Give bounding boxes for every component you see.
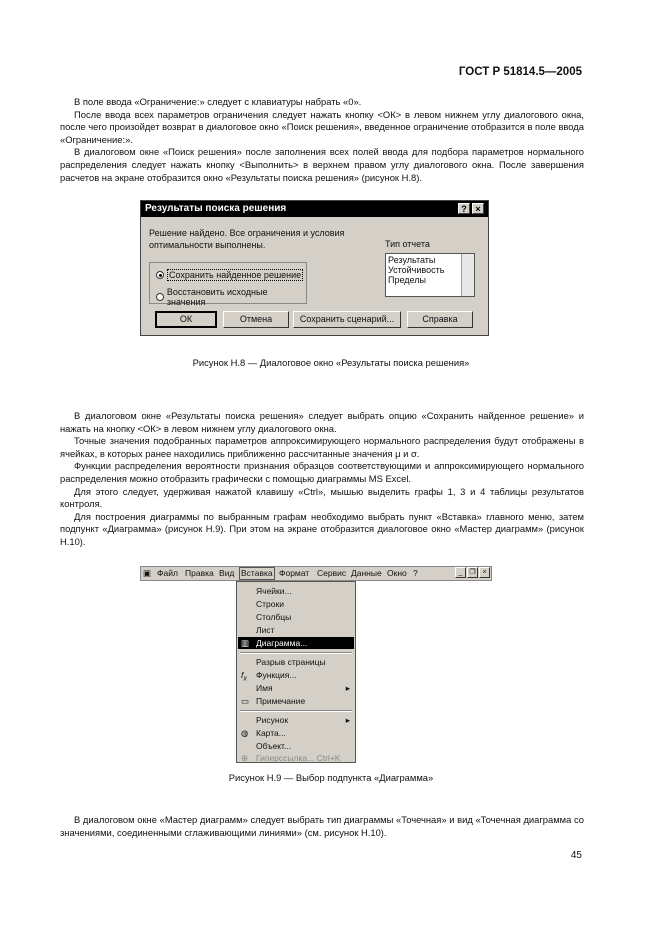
paragraph: Точные значения подобранных параметров аппроксимирующего нормального распределения будут отображены в ячейках, в которых ранее находились приближенно рассчитанные значения μ и σ. (60, 435, 584, 459)
menu-data[interactable]: Данные (351, 568, 382, 578)
menu-file[interactable]: Файл (157, 568, 178, 578)
insert-dropdown-menu (236, 581, 356, 763)
list-item[interactable]: Результаты (388, 255, 436, 265)
menu-bar (140, 566, 492, 581)
menu-window[interactable]: Окно (387, 568, 407, 578)
intro-text (60, 96, 584, 184)
menu-item-columns[interactable]: Столбцы (256, 612, 292, 622)
close-icon[interactable]: × (479, 567, 490, 578)
paragraph: Для этого следует, удерживая нажатой клавишу «Ctrl», мышью выделить графы 1, 3 и 4 таблицы результатов контроля. (60, 485, 584, 510)
radio-label: Сохранить найденное решение (169, 270, 302, 280)
menu-item-label: Гиперссылка... Ctrl+K (256, 753, 341, 763)
menu-separator (240, 710, 352, 712)
menu-tools[interactable]: Сервис (317, 568, 347, 578)
paragraph: Для построения диаграммы по выбранным графам необходимо выбрать пункт «Вставка» главного меню, затем подпункт «Диаграмма» (рисунок Н.9). При этом на экране отобразится диалоговое окно «Мастер диаграмм» (рисунок Н.10). (60, 510, 584, 547)
document-header: ГОСТ Р 51814.5—2005 (458, 66, 582, 78)
menu-item-label: Функция... (256, 670, 297, 680)
paragraph: В диалоговом окне «Мастер диаграмм» следует выбрать тип диаграммы «Точечная» и вид «Точечная диаграмма со значениями, соединенными сглаживающими линиями» (см. рисунок Н.10). (60, 814, 584, 838)
paragraph: После ввода всех параметров ограничения следует нажать кнопку <ОК> в левом нижнем углу диалогового окна, после чего произойдет возврат в диалоговое окно «Поиск решения», введенное ограничение отобразится в поле ввода «Ограничение:». (60, 108, 584, 145)
menu-item-label: Рисунок (256, 715, 289, 725)
chart-icon: ▥ (241, 638, 250, 648)
help-button[interactable]: Справка (407, 311, 473, 328)
report-type-label: Тип отчета (385, 239, 430, 249)
menu-item-label: Диаграмма... (256, 638, 308, 648)
menu-item-chart[interactable] (238, 637, 354, 649)
paragraph: В поле ввода «Ограничение:» следует с клавиатуры набрать «0». (74, 96, 362, 107)
globe-icon: ◍ (241, 728, 249, 738)
restore-icon[interactable]: ❐ (467, 567, 478, 578)
close-icon[interactable]: × (472, 203, 484, 214)
list-scrollbar[interactable] (461, 254, 474, 296)
menu-item-hyperlink[interactable] (238, 752, 354, 764)
menu-item-name[interactable] (238, 682, 354, 694)
menu-item-function[interactable] (238, 669, 354, 681)
paragraph: В диалоговом окне «Поиск решения» после заполнения всех полей ввода для подбора параметров нормального распределения следует нажать кнопку <Выполнить> в верхнем правом углу диалогового окна. После завершения расчетов на экране отобразится окно «Результаты поиска решения» (рисунок Н.8). (60, 146, 584, 183)
menu-item-rows[interactable]: Строки (256, 599, 284, 609)
dialog-title: Результаты поиска решения (145, 203, 287, 214)
menu-item-object[interactable]: Объект... (256, 741, 292, 751)
figure-caption: Рисунок Н.8 — Диалоговое окно «Результаты поиска решения» (192, 357, 470, 368)
menu-format[interactable]: Формат (279, 568, 310, 578)
comment-icon: ▭ (241, 696, 250, 706)
save-scenario-button[interactable]: Сохранить сценарий... (293, 311, 401, 328)
help-icon[interactable]: ? (458, 203, 470, 214)
menu-item-label: Примечание (256, 696, 306, 706)
menu-view[interactable]: Вид (219, 568, 235, 578)
menu-separator (240, 652, 352, 654)
ok-button[interactable]: ОК (155, 311, 217, 328)
excel-doc-icon: ▣ (143, 568, 152, 578)
radio-keep-solution[interactable] (156, 269, 303, 281)
middle-text (60, 410, 584, 549)
paragraph: Функции распределения вероятности признания образцов соответствующими и аппроксимирующего нормального распределения можно отобразить графически с помощью диаграммы MS Excel. (60, 460, 584, 484)
menu-item-sheet[interactable]: Лист (256, 625, 275, 635)
dialog-titlebar (141, 201, 488, 217)
radio-icon (156, 293, 164, 301)
page-number: 45 (570, 850, 582, 861)
hyperlink-icon: ⊕ (241, 753, 249, 763)
paragraph: В диалоговом окне «Результаты поиска решения» следует выбрать опцию «Сохранить найденное решение» и нажать на кнопку <ОК> в левом нижнем углу диалогового окна. (60, 410, 584, 434)
menu-item-picture[interactable] (238, 714, 354, 726)
solution-options-group (149, 262, 307, 307)
function-icon: $f_x$ (241, 670, 247, 683)
menu-help[interactable]: ? (413, 568, 418, 578)
submenu-arrow-icon: ▸ (345, 715, 350, 725)
radio-selected-icon (156, 271, 164, 279)
outro-text (60, 814, 584, 839)
solver-results-dialog (140, 200, 489, 336)
list-item[interactable]: Пределы (388, 275, 426, 285)
figure-caption: Рисунок Н.9 — Выбор подпункта «Диаграмма» (228, 772, 434, 783)
radio-restore-values[interactable] (156, 287, 306, 307)
excel-insert-menu-screenshot (140, 566, 492, 764)
radio-label: Восстановить исходные значения (166, 287, 268, 307)
menu-item-label: Имя (256, 683, 273, 693)
minimize-icon[interactable]: _ (455, 567, 466, 578)
menu-item-page-break[interactable]: Разрыв страницы (256, 657, 326, 667)
dialog-message: Решение найдено. Все ограничения и условия оптимальности выполнены. (149, 228, 345, 250)
menu-insert[interactable]: Вставка (241, 568, 273, 578)
submenu-arrow-icon: ▸ (345, 683, 350, 693)
report-type-list[interactable] (385, 253, 475, 297)
menu-item-label: Карта... (256, 728, 286, 738)
menu-item-map[interactable] (238, 727, 354, 739)
menu-edit[interactable]: Правка (185, 568, 214, 578)
list-item[interactable]: Устойчивость (388, 265, 445, 275)
menu-item-comment[interactable] (238, 695, 354, 707)
menu-item-cells[interactable]: Ячейки... (256, 586, 292, 596)
cancel-button[interactable]: Отмена (223, 311, 289, 328)
